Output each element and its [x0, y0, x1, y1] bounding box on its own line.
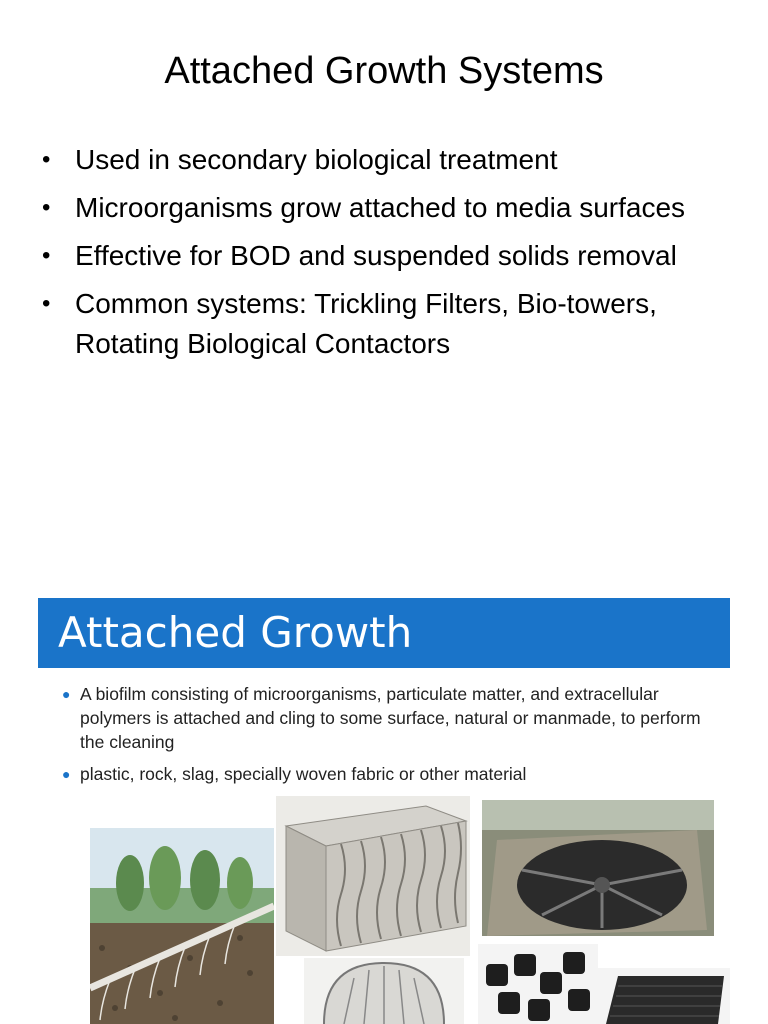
plastic-media-photo	[276, 796, 470, 956]
page-title: Attached Growth Systems	[164, 50, 604, 92]
bullet-dot-icon: •	[42, 194, 51, 221]
round-media-photo	[304, 958, 464, 1024]
bullet-item: • Used in secondary biological treatment	[42, 140, 742, 180]
bullet-dot-icon: ●	[62, 686, 71, 702]
bullet-dot-icon: •	[42, 242, 51, 269]
inset-bullet-list	[62, 682, 722, 794]
honeycomb-media-photo	[598, 968, 730, 1024]
bullet-dot-icon: ●	[62, 766, 71, 782]
bullet-dot-icon: •	[42, 290, 51, 317]
bullet-dot-icon: •	[42, 146, 51, 173]
inset-bullet-item: ● A biofilm consisting of microorganisms, particulate matter, and extracellular polymers is attached and cling to some surface, natural or manmade, to perform the cleaning	[62, 684, 701, 752]
bullet-item: • Microorganisms grow attached to media surfaces	[42, 188, 742, 228]
trickling-filter-photo	[90, 828, 274, 1024]
bullet-list	[42, 140, 742, 372]
embedded-slide-image	[38, 598, 730, 1024]
inset-title: Attached Growth	[58, 608, 413, 657]
rotating-contactor-photo	[482, 800, 714, 936]
black-media-pieces-photo	[478, 944, 598, 1024]
inset-bullet-item: ● plastic, rock, slag, specially woven fabric or other material	[62, 764, 527, 784]
inset-header-bar	[38, 598, 730, 668]
bullet-item: • Common systems: Trickling Filters, Bio-towers, Rotating Biological Contactors	[42, 284, 742, 364]
bullet-item: • Effective for BOD and suspended solids removal	[42, 236, 742, 276]
